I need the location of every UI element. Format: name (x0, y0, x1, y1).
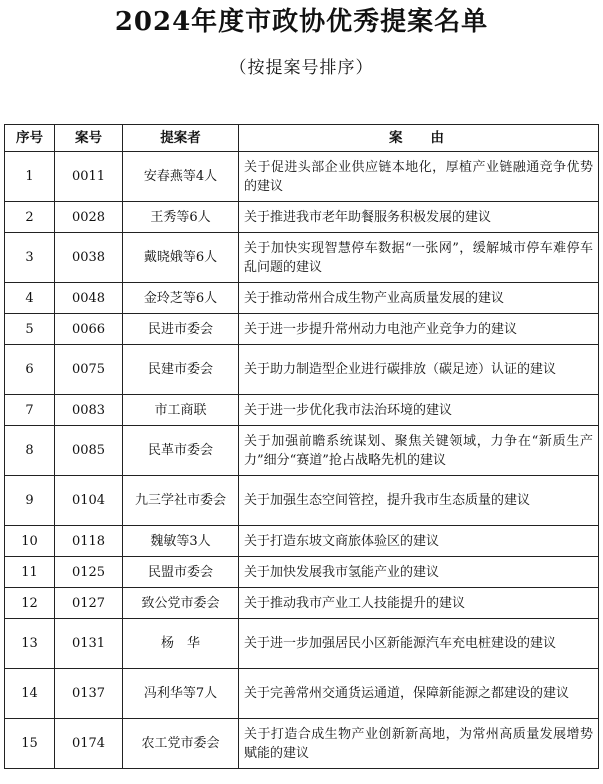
cell-seq: 8 (5, 426, 55, 476)
cell-no: 0048 (55, 283, 123, 314)
cell-no: 0066 (55, 314, 123, 345)
cell-proposer: 九三学社市委会 (123, 476, 239, 526)
cell-reason: 关于进一步提升常州动力电池产业竞争力的建议 (239, 314, 599, 345)
cell-reason: 关于推进我市老年助餐服务积极发展的建议 (239, 202, 599, 233)
table-row (5, 395, 599, 426)
cell-no: 0137 (55, 669, 123, 719)
cell-seq: 6 (5, 345, 55, 395)
cell-seq: 12 (5, 588, 55, 619)
cell-proposer: 魏敏等3人 (123, 526, 239, 557)
cell-proposer: 民建市委会 (123, 345, 239, 395)
cell-reason: 关于助力制造型企业进行碳排放（碳足迹）认证的建议 (239, 345, 599, 395)
cell-reason: 关于进一步优化我市法治环境的建议 (239, 395, 599, 426)
cell-no: 0085 (55, 426, 123, 476)
table-row (5, 314, 599, 345)
cell-proposer: 金玲芝等6人 (123, 283, 239, 314)
cell-proposer: 民进市委会 (123, 314, 239, 345)
cell-reason: 关于打造合成生物产业创新新高地，为常州高质量发展增势赋能的建议 (239, 719, 599, 769)
cell-reason: 关于打造东坡文商旅体验区的建议 (239, 526, 599, 557)
cell-reason: 关于加快实现智慧停车数据“一张网”，缓解城市停车难停车乱问题的建议 (239, 233, 599, 283)
cell-no: 0038 (55, 233, 123, 283)
cell-no: 0083 (55, 395, 123, 426)
cell-proposer: 杨 华 (123, 619, 239, 669)
header-proposer: 提案者 (123, 125, 239, 152)
cell-proposer: 王秀等6人 (123, 202, 239, 233)
cell-reason: 关于推动常州合成生物产业高质量发展的建议 (239, 283, 599, 314)
cell-reason: 关于进一步加强居民小区新能源汽车充电桩建设的建议 (239, 619, 599, 669)
proposal-table (4, 124, 599, 769)
cell-no: 0174 (55, 719, 123, 769)
cell-seq: 9 (5, 476, 55, 526)
cell-no: 0011 (55, 152, 123, 202)
cell-reason: 关于推动我市产业工人技能提升的建议 (239, 588, 599, 619)
header-reason: 案由 (239, 125, 599, 152)
table-row (5, 526, 599, 557)
cell-seq: 13 (5, 619, 55, 669)
cell-proposer: 冯利华等7人 (123, 669, 239, 719)
header-seq: 序号 (5, 125, 55, 152)
table-row (5, 557, 599, 588)
table-row (5, 233, 599, 283)
cell-seq: 14 (5, 669, 55, 719)
cell-seq: 15 (5, 719, 55, 769)
table-header-row (5, 125, 599, 152)
table-row (5, 619, 599, 669)
cell-proposer: 农工党市委会 (123, 719, 239, 769)
cell-seq: 5 (5, 314, 55, 345)
header-no: 案号 (55, 125, 123, 152)
page-subtitle: （按提案号排序） (229, 58, 374, 78)
cell-no: 0131 (55, 619, 123, 669)
cell-reason: 关于加强生态空间管控，提升我市生态质量的建议 (239, 476, 599, 526)
cell-seq: 7 (5, 395, 55, 426)
table-row (5, 588, 599, 619)
cell-no: 0125 (55, 557, 123, 588)
cell-no: 0127 (55, 588, 123, 619)
cell-reason: 关于促进头部企业供应链本地化，厚植产业链融通竞争优势的建议 (239, 152, 599, 202)
table-row (5, 202, 599, 233)
table-row (5, 719, 599, 769)
cell-seq: 11 (5, 557, 55, 588)
cell-proposer: 民革市委会 (123, 426, 239, 476)
table-row (5, 669, 599, 719)
table-row (5, 152, 599, 202)
cell-proposer: 安春燕等4人 (123, 152, 239, 202)
cell-seq: 1 (5, 152, 55, 202)
cell-no: 0075 (55, 345, 123, 395)
cell-proposer: 致公党市委会 (123, 588, 239, 619)
cell-proposer: 民盟市委会 (123, 557, 239, 588)
cell-proposer: 市工商联 (123, 395, 239, 426)
cell-seq: 10 (5, 526, 55, 557)
table-row (5, 345, 599, 395)
cell-no: 0104 (55, 476, 123, 526)
cell-reason: 关于加快发展我市氢能产业的建议 (239, 557, 599, 588)
cell-reason: 关于完善常州交通货运通道，保障新能源之都建设的建议 (239, 669, 599, 719)
cell-seq: 4 (5, 283, 55, 314)
cell-reason: 关于加强前瞻系统谋划、聚焦关键领域，力争在“新质生产力”细分“赛道”抢占战略先机的建议 (239, 426, 599, 476)
cell-seq: 2 (5, 202, 55, 233)
table-row (5, 476, 599, 526)
table-row (5, 426, 599, 476)
cell-seq: 3 (5, 233, 55, 283)
cell-proposer: 戴晓娥等6人 (123, 233, 239, 283)
cell-no: 0118 (55, 526, 123, 557)
table-row (5, 283, 599, 314)
page-title: 2024年度市政协优秀提案名单 (114, 7, 489, 37)
cell-no: 0028 (55, 202, 123, 233)
